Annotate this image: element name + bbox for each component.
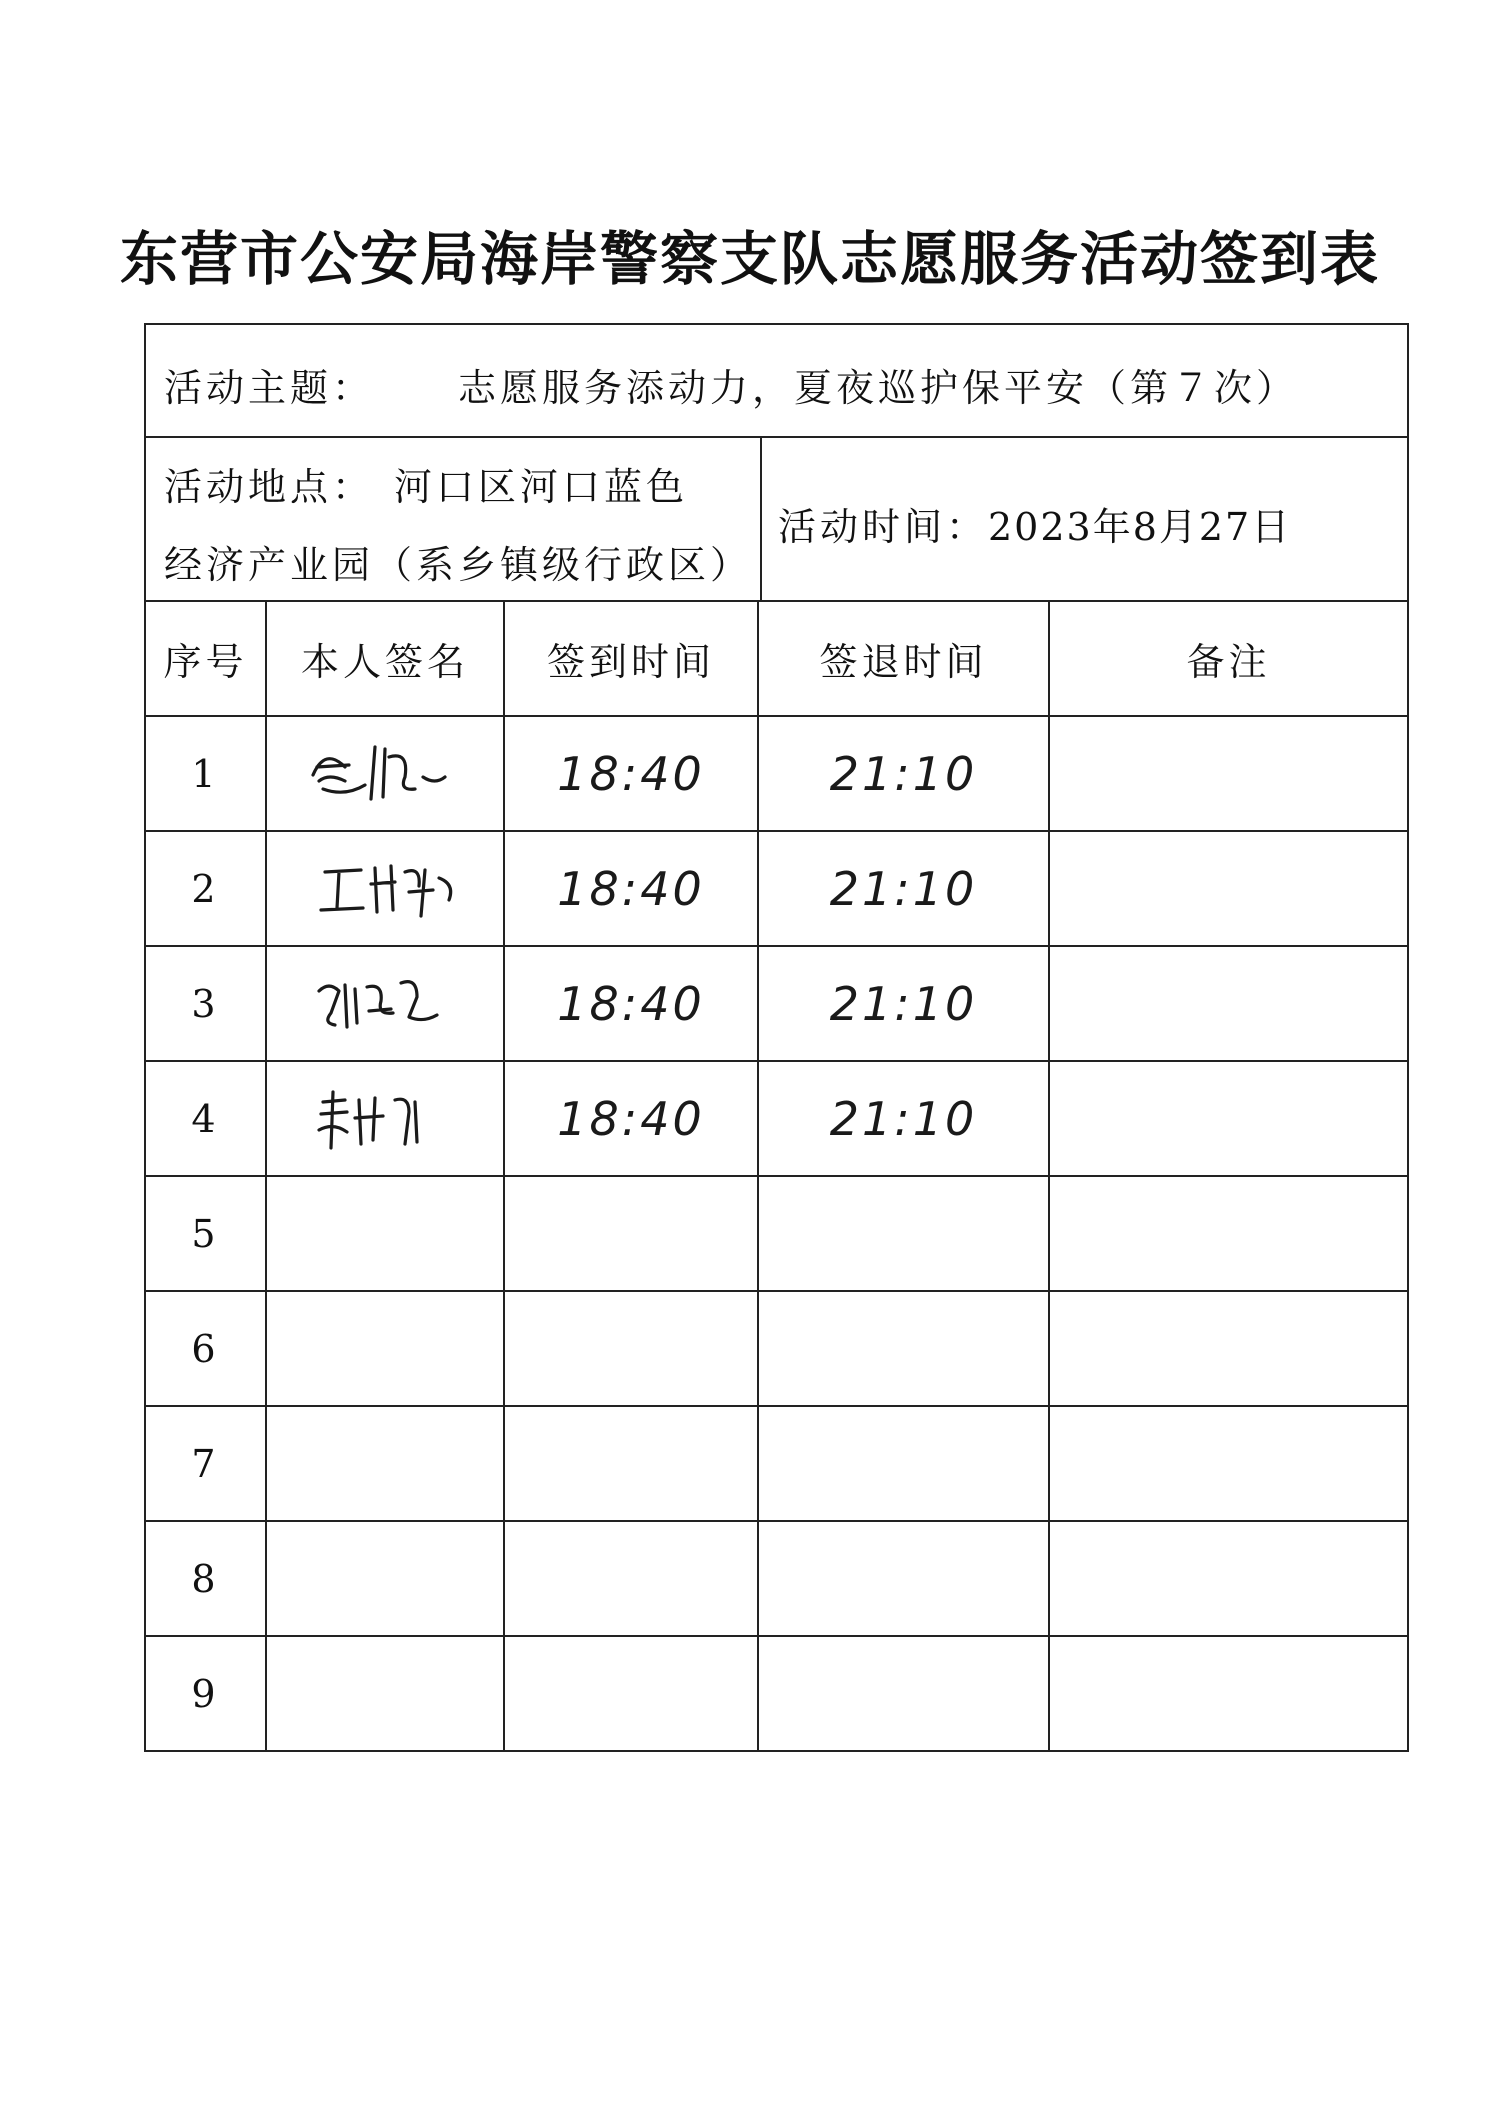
place-line1: 河口区河口蓝色 [394, 465, 689, 509]
row-number-text: 4 [191, 1096, 220, 1141]
checkin-time [504, 716, 758, 831]
checkout-time [758, 1636, 1049, 1750]
table-row [146, 1406, 1407, 1521]
checkin-time-text: 18:40 [557, 976, 705, 1031]
row-number-text: 5 [191, 1211, 220, 1256]
signature-cell [266, 1406, 504, 1521]
table-row [146, 1176, 1407, 1291]
checkout-time [758, 1176, 1049, 1291]
note-cell [1049, 946, 1407, 1061]
handwritten-signature [305, 852, 465, 926]
note-cell [1049, 1406, 1407, 1521]
checkout-time [758, 1521, 1049, 1636]
checkout-time [758, 1061, 1049, 1176]
table-row [146, 1291, 1407, 1406]
table-row [146, 1521, 1407, 1636]
signature-cell [266, 1291, 504, 1406]
header-checkin: 签到时间 [504, 602, 758, 716]
time-value: 2023年8月27日 [988, 505, 1292, 549]
attendance-table [146, 602, 1407, 1750]
signature-cell [266, 1176, 504, 1291]
row-number [146, 1521, 266, 1636]
checkout-time [758, 946, 1049, 1061]
checkin-time [504, 1406, 758, 1521]
table-row [146, 1061, 1407, 1176]
note-cell [1049, 1291, 1407, 1406]
row-number-text: 2 [191, 866, 220, 911]
signature-cell [266, 946, 504, 1061]
checkout-time [758, 831, 1049, 946]
checkout-time-text: 21:10 [829, 976, 978, 1031]
place-label: 活动地点： [164, 465, 375, 509]
signature-cell [266, 1521, 504, 1636]
checkout-time [758, 1291, 1049, 1406]
handwritten-signature [305, 1082, 465, 1156]
checkin-time-text: 18:40 [557, 746, 705, 801]
table-row [146, 1636, 1407, 1750]
document-title: 东营市公安局海岸警察支队志愿服务活动签到表 [119, 225, 1380, 293]
row-number-text: 6 [191, 1326, 220, 1371]
header-number: 序号 [146, 602, 266, 716]
checkin-time [504, 1291, 758, 1406]
checkin-time [504, 1636, 758, 1750]
note-cell [1049, 1521, 1407, 1636]
signature-cell [266, 831, 504, 946]
row-number [146, 946, 266, 1061]
checkout-time-text: 21:10 [829, 746, 978, 801]
time-label: 活动时间： [778, 505, 989, 549]
handwritten-signature [305, 967, 465, 1041]
topic-row [146, 325, 1407, 438]
row-number [146, 1176, 266, 1291]
checkin-time [504, 831, 758, 946]
checkin-time-text: 18:40 [557, 1091, 705, 1146]
table-row [146, 946, 1407, 1061]
topic-value: 志愿服务添动力，夏夜巡护保平安（第７次） [458, 366, 1299, 410]
note-cell [1049, 716, 1407, 831]
row-number-text: 1 [191, 751, 220, 796]
checkout-time-text: 21:10 [829, 861, 978, 916]
sign-in-sheet [144, 323, 1409, 1752]
checkin-time-text: 18:40 [557, 861, 705, 916]
row-number-text: 9 [191, 1671, 220, 1716]
row-number-text: 8 [191, 1556, 220, 1601]
topic-label: 活动主题： [164, 366, 375, 410]
signature-cell [266, 716, 504, 831]
row-number [146, 716, 266, 831]
table-row [146, 716, 1407, 831]
row-number [146, 1406, 266, 1521]
place-time-row [146, 438, 1407, 602]
note-cell [1049, 1636, 1407, 1750]
place-line2: 经济产业园（系乡镇级行政区） [164, 543, 753, 587]
table-header-row [146, 602, 1407, 716]
row-number [146, 1291, 266, 1406]
checkout-time [758, 716, 1049, 831]
row-number-text: 7 [191, 1441, 220, 1486]
checkin-time [504, 946, 758, 1061]
checkout-time [758, 1406, 1049, 1521]
checkout-time-text: 21:10 [829, 1091, 978, 1146]
signature-cell [266, 1636, 504, 1750]
header-checkout: 签退时间 [758, 602, 1049, 716]
header-signature: 本人签名 [266, 602, 504, 716]
checkin-time [504, 1521, 758, 1636]
row-number-text: 3 [191, 981, 220, 1026]
table-row [146, 831, 1407, 946]
note-cell [1049, 831, 1407, 946]
row-number [146, 1061, 266, 1176]
header-note: 备注 [1049, 602, 1407, 716]
place-time-divider [760, 438, 762, 600]
note-cell [1049, 1176, 1407, 1291]
checkin-time [504, 1176, 758, 1291]
handwritten-signature [305, 737, 465, 811]
row-number [146, 831, 266, 946]
signature-cell [266, 1061, 504, 1176]
row-number [146, 1636, 266, 1750]
note-cell [1049, 1061, 1407, 1176]
checkin-time [504, 1061, 758, 1176]
